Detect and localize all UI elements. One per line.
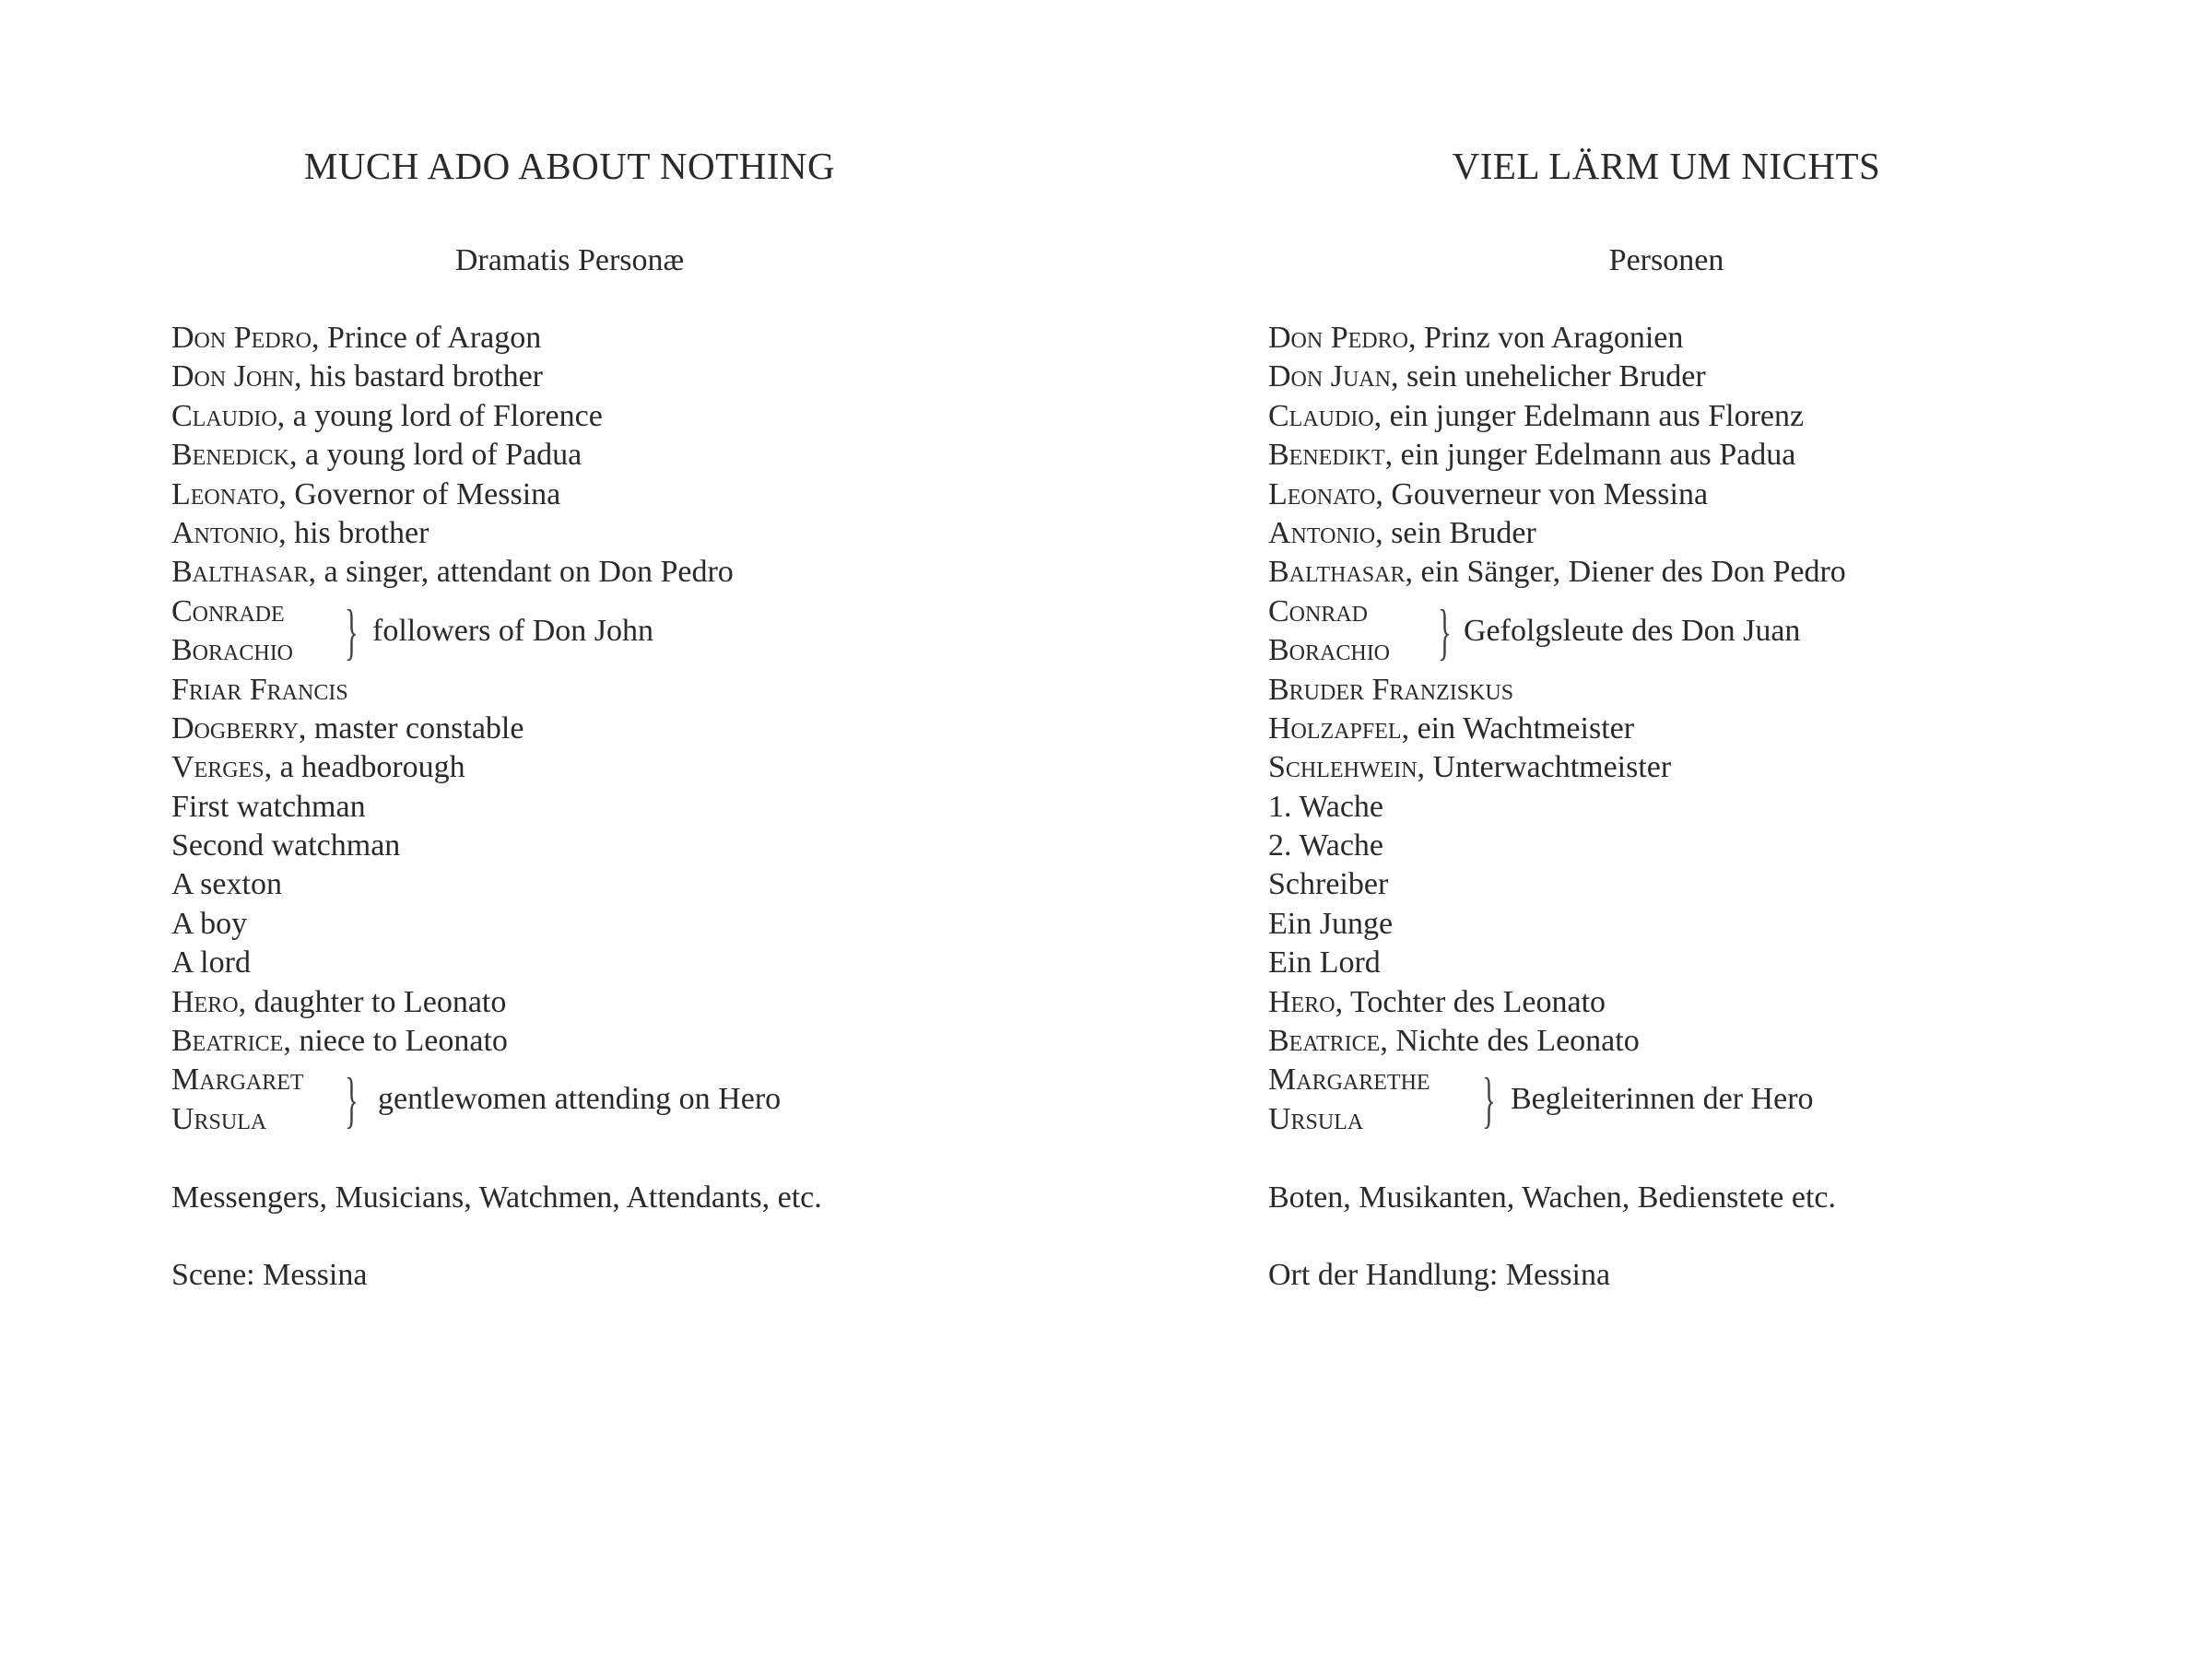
character-name: Margarethe — [1268, 1063, 1430, 1098]
character-name: Conrade — [171, 593, 285, 628]
cast-entry: A sexton — [171, 867, 282, 902]
character-name: Hero — [171, 984, 239, 1019]
character-name: Don Pedro — [1268, 321, 1408, 355]
cast-entry — [171, 748, 1093, 787]
character-description: niece to Leonato — [299, 1024, 508, 1059]
character-name: Don John — [171, 359, 294, 394]
character-name: Beatrice — [171, 1024, 284, 1059]
cast-entry: First watchman — [171, 789, 366, 824]
character-description: ein Sänger, Diener des Don Pedro — [1420, 555, 1846, 590]
cast-entry — [171, 983, 1093, 1022]
character-description: ein junger Edelmann aus Padua — [1400, 438, 1796, 473]
cast-entry: A boy — [171, 906, 248, 941]
cast-entry — [1268, 397, 2190, 436]
separator: , — [278, 476, 295, 511]
cast-entry: A lord — [171, 945, 251, 980]
separator: , — [1401, 710, 1418, 746]
separator: , — [1375, 515, 1392, 550]
separator: , — [1380, 1024, 1396, 1059]
cast-entry — [1268, 514, 2190, 553]
character-name: Beatrice — [1268, 1024, 1381, 1059]
cast-entry — [1268, 710, 2190, 748]
character-name: Dogberry — [171, 710, 299, 746]
character-name: Ursula — [171, 1101, 267, 1136]
character-name: Antonio — [1268, 515, 1376, 550]
character-description: a young lord of Padua — [305, 438, 582, 473]
group-names — [1268, 1061, 1430, 1139]
character-description: a young lord of Florence — [292, 398, 603, 433]
cast-group — [171, 1061, 1093, 1139]
cast-group — [1268, 1061, 2190, 1139]
character-name: Balthasar — [1268, 555, 1406, 590]
play-title-german: VIEL LÄRM UM NICHTS — [1452, 145, 1881, 187]
cast-entry — [1268, 983, 2190, 1022]
character-description: Nichte des Leonato — [1395, 1024, 1640, 1059]
cast-entry — [1268, 436, 2190, 475]
character-name: Holzapfel — [1268, 710, 1402, 746]
character-name: Verges — [171, 750, 265, 785]
cast-entry: Schreiber — [1268, 867, 1389, 902]
separator: , — [1407, 321, 1424, 355]
character-name: Don Pedro — [171, 321, 312, 355]
cast-group — [171, 593, 1093, 671]
separator: , — [1405, 555, 1421, 590]
cast-entry — [171, 1022, 1093, 1061]
character-name: Don Juan — [1268, 359, 1391, 394]
character-name: Claudio — [171, 398, 277, 433]
dramatis-personae-heading: Dramatis Personæ — [454, 243, 685, 277]
cast-entry — [1268, 671, 2190, 710]
character-name: Friar Francis — [171, 672, 348, 707]
character-description: a headborough — [279, 750, 465, 785]
separator: , — [1390, 359, 1406, 394]
group-description: Begleiterinnen der Hero — [1511, 1082, 1814, 1117]
group-names — [171, 1061, 304, 1139]
character-description: master constable — [313, 710, 524, 746]
character-name: Leonato — [1268, 476, 1376, 511]
group-description: Gefolgsleute des Don Juan — [1464, 613, 1801, 648]
separator: , — [264, 750, 280, 785]
cast-entry — [171, 710, 1093, 748]
cast-entry — [1268, 319, 2190, 358]
character-name: Claudio — [1268, 398, 1374, 433]
cast-entry: 2. Wache — [1268, 828, 1384, 863]
cast-group — [1268, 593, 2190, 671]
character-description: ein Wachtmeister — [1417, 710, 1635, 746]
spacer — [171, 1217, 1093, 1256]
cast-entry — [171, 514, 1093, 553]
cast-list-english — [171, 319, 1093, 1296]
cast-entry: Boten, Musikanten, Wachen, Bedienstete etc. — [1268, 1180, 1837, 1215]
character-description: Tochter des Leonato — [1349, 984, 1606, 1019]
character-name: Conrad — [1268, 593, 1369, 628]
separator: , — [278, 515, 295, 550]
character-description: a singer, attendant on Don Pedro — [324, 555, 734, 590]
group-description: gentlewomen attending on Hero — [378, 1082, 782, 1117]
separator: , — [1335, 984, 1350, 1019]
play-title-english: MUCH ADO ABOUT NOTHING — [303, 145, 836, 187]
group-names — [1268, 593, 1390, 671]
cast-entry — [171, 476, 1093, 514]
character-description: his brother — [294, 515, 429, 550]
character-name: Borachio — [171, 633, 294, 668]
group-description: followers of Don John — [372, 613, 654, 648]
character-name: Antonio — [171, 515, 279, 550]
cast-entry: Second watchman — [171, 828, 401, 863]
cast-list-german — [1268, 319, 2190, 1296]
spacer — [171, 1139, 1093, 1178]
cast-entry: Ort der Handlung: Messina — [1268, 1258, 1611, 1293]
cast-entry — [1268, 748, 2190, 787]
cast-entry — [171, 358, 1093, 396]
cast-entry — [171, 553, 1093, 592]
character-name: Schlehwein — [1268, 750, 1418, 785]
cast-entry — [1268, 358, 2190, 396]
character-description: Gouverneur von Messina — [1391, 476, 1709, 511]
cast-entry: Messengers, Musicians, Watchmen, Attendants, etc. — [171, 1180, 822, 1215]
cast-entry: 1. Wache — [1268, 789, 1384, 824]
separator: , — [308, 555, 324, 590]
cast-entry — [1268, 553, 2190, 592]
personen-heading: Personen — [1608, 243, 1724, 277]
brace-icon: } — [345, 595, 359, 666]
separator: , — [298, 710, 314, 746]
character-description: sein unehelicher Bruder — [1406, 359, 1706, 394]
separator: , — [293, 359, 310, 394]
character-name: Benedick — [171, 438, 289, 473]
cast-entry: Scene: Messina — [171, 1258, 368, 1293]
character-name: Hero — [1268, 984, 1335, 1019]
character-description: Prince of Aragon — [326, 321, 542, 355]
brace-icon: } — [345, 1064, 359, 1135]
group-names — [171, 593, 293, 671]
separator: , — [1384, 438, 1401, 473]
character-name: Balthasar — [171, 555, 309, 590]
separator: , — [283, 1024, 300, 1059]
character-description: sein Bruder — [1391, 515, 1536, 550]
character-name: Bruder Franziskus — [1268, 672, 1514, 707]
cast-entry — [171, 397, 1093, 436]
separator: , — [289, 438, 305, 473]
character-description: his bastard brother — [309, 359, 543, 394]
character-description: ein junger Edelmann aus Florenz — [1389, 398, 1805, 433]
separator: , — [311, 321, 327, 355]
cast-entry — [171, 436, 1093, 475]
separator: , — [276, 398, 293, 433]
spacer — [1268, 1139, 2190, 1178]
character-name: Benedikt — [1268, 438, 1385, 473]
cast-entry — [1268, 1022, 2190, 1061]
character-name: Borachio — [1268, 633, 1391, 668]
cast-entry — [171, 671, 1093, 710]
character-name: Margaret — [171, 1063, 304, 1098]
character-name: Ursula — [1268, 1101, 1364, 1136]
spacer — [1268, 1217, 2190, 1256]
cast-entry — [1268, 476, 2190, 514]
character-description: daughter to Leonato — [253, 984, 507, 1019]
separator: , — [1417, 750, 1433, 785]
cast-entry: Ein Junge — [1268, 906, 1394, 941]
separator: , — [238, 984, 254, 1019]
character-description: Prinz von Aragonien — [1423, 321, 1684, 355]
cast-entry — [171, 319, 1093, 358]
brace-icon: } — [1438, 595, 1452, 666]
character-description: Governor of Messina — [294, 476, 561, 511]
cast-entry: Ein Lord — [1268, 945, 1381, 980]
character-name: Leonato — [171, 476, 279, 511]
separator: , — [1375, 476, 1392, 511]
brace-icon: } — [1482, 1064, 1496, 1135]
character-description: Unterwachtmeister — [1432, 750, 1672, 785]
separator: , — [1373, 398, 1390, 433]
